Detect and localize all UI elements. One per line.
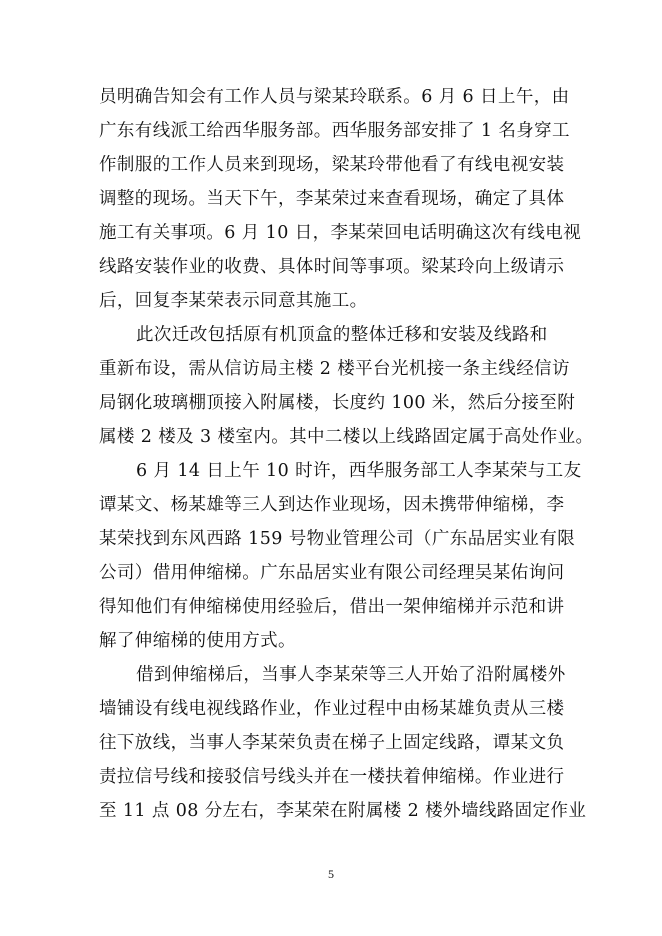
text-line: 此次迁改包括原有机顶盒的整体迁移和安装及线路和 [136,325,548,345]
text-line: 公司）借用伸缩梯。广东品居实业有限公司经理吴某佑询问 [99,563,565,583]
text-line: 局钢化玻璃棚顶接入附属楼，长度约 100 米，然后分接至附 [99,393,576,413]
text-line: 6 月 14 日上午 10 时许，西华服务部工人李某荣与工友 [136,461,582,481]
text-line: 员明确告知会有工作人员与梁某玲联系。6 月 6 日上午，由 [99,87,570,107]
text-line: 借到伸缩梯后，当事人李某荣等三人开始了沿附属楼外 [136,665,566,685]
paragraph-3 [99,454,582,658]
text-line: 某荣找到东风西路 159 号物业管理公司（广东品居实业有限 [99,529,576,549]
text-line: 重新布设，需从信访局主楼 2 楼平台光机接一条主线经信访 [99,359,570,379]
paragraph-2 [99,318,594,454]
text-line: 广东有线派工给西华服务部。西华服务部安排了 1 名身穿工 [99,121,570,141]
text-line: 责拉信号线和接驳信号线头并在一楼扶着伸缩梯。作业进行 [99,767,565,787]
text-line: 作制服的工作人员来到现场，梁某玲带他看了有线电视安装 [99,155,565,175]
page-number: 5 [328,867,334,881]
text-line: 线路安装作业的收费、具体时间等事项。梁某玲向上级请示 [99,257,565,277]
paragraph-4 [99,658,587,828]
text-line: 得知他们有伸缩梯使用经验后，借出一架伸缩梯并示范和讲 [99,597,565,617]
text-line: 后，回复李某荣表示同意其施工。 [99,291,368,311]
text-line: 谭某文、杨某雄等三人到达作业现场，因未携带伸缩梯，李 [99,495,565,515]
text-line: 调整的现场。当天下午，李某荣过来查看现场，确定了具体 [99,189,565,209]
text-line: 往下放线，当事人李某荣负责在梯子上固定线路，谭某文负 [99,733,565,753]
paragraph-1 [99,80,582,318]
text-line: 施工有关事项。6 月 10 日，李某荣回电话明确这次有线电视 [99,223,582,243]
text-line: 解了伸缩梯的使用方式。 [99,631,296,651]
text-line: 墙铺设有线电视线路作业，作业过程中由杨某雄负责从三楼 [99,699,565,719]
text-line: 至 11 点 08 分左右，李某荣在附属楼 2 楼外墙线路固定作业 [99,801,587,821]
text-line: 属楼 2 楼及 3 楼室内。其中二楼以上线路固定属于高处作业。 [99,427,594,447]
